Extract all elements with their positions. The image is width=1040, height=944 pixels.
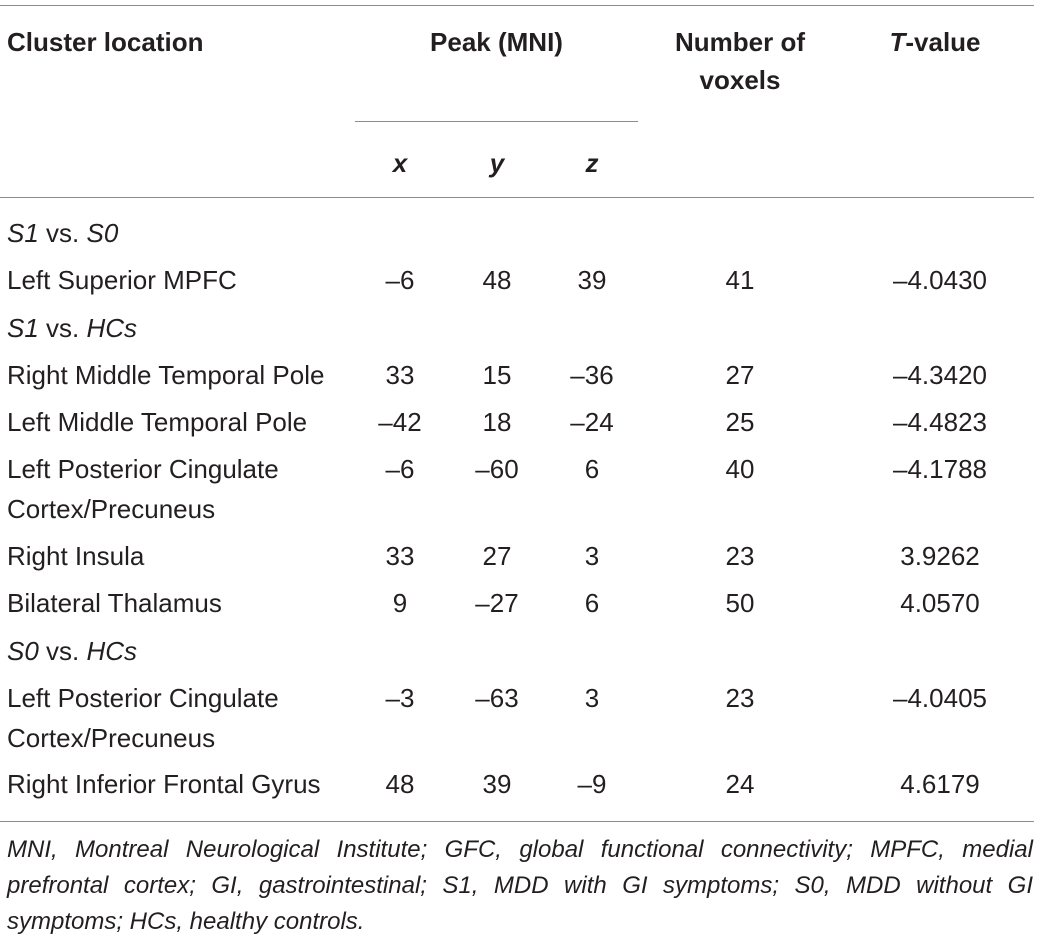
voxel-count: 25: [725, 407, 755, 437]
header-peak-mni: Peak (MNI): [430, 27, 563, 57]
cluster-location: Left Posterior Cingulate: [7, 683, 279, 713]
group-a: S1: [7, 218, 39, 248]
header-y: y: [489, 148, 505, 178]
group-a: S1: [7, 313, 39, 343]
peak-y: –63: [475, 683, 519, 713]
group-heading-s0-vs-hcs: [7, 631, 137, 671]
peak-x: 48: [385, 769, 415, 799]
header-number-line1: Number of: [675, 27, 805, 57]
t-value: –4.0430: [893, 265, 987, 295]
header-cluster-location: Cluster location: [7, 27, 204, 57]
t-value: –4.4823: [893, 407, 987, 437]
voxel-count: 41: [725, 265, 755, 295]
header-t-symbol: T: [889, 27, 906, 57]
table-bottom-rule: [0, 821, 1034, 822]
cluster-location: Right Middle Temporal Pole: [7, 360, 325, 390]
peak-y: 39: [482, 769, 512, 799]
header-number-of-voxels: [660, 23, 820, 99]
peak-y: –60: [475, 454, 519, 484]
peak-z: 3: [584, 541, 600, 571]
peak-z: 3: [584, 683, 600, 713]
group-vs: vs.: [38, 218, 87, 248]
peak-x: –42: [378, 407, 422, 437]
peak-z: –24: [570, 407, 614, 437]
peak-x: –6: [385, 454, 415, 484]
group-heading-s1-vs-hcs: [7, 308, 137, 348]
peak-x: 9: [392, 588, 408, 618]
voxel-count: 24: [725, 769, 755, 799]
cluster-location-line2: Cortex/Precuneus: [7, 723, 216, 753]
header-t-value: [860, 23, 1010, 61]
peak-x: 33: [385, 360, 415, 390]
peak-subheader-rule: [355, 121, 638, 122]
group-a: S0: [7, 636, 39, 666]
voxel-count: 23: [725, 541, 755, 571]
t-value: 4.0570: [900, 588, 980, 618]
peak-z: –9: [577, 769, 607, 799]
t-value: 3.9262: [900, 541, 980, 571]
header-number-line2: voxels: [699, 65, 781, 95]
header-z: z: [585, 148, 599, 178]
peak-y: 18: [482, 407, 512, 437]
voxel-count: 27: [725, 360, 755, 390]
peak-y: 48: [482, 265, 512, 295]
t-value: –4.0405: [893, 683, 987, 713]
table-top-rule: [0, 5, 1034, 6]
peak-y: –27: [475, 588, 519, 618]
t-value: 4.6179: [900, 769, 980, 799]
t-value: –4.3420: [893, 360, 987, 390]
group-vs: vs.: [38, 313, 87, 343]
peak-y: 27: [482, 541, 512, 571]
peak-x: –6: [385, 265, 415, 295]
cluster-location: Left Middle Temporal Pole: [7, 407, 308, 437]
cluster-location: Left Superior MPFC: [7, 265, 237, 295]
t-value: –4.1788: [893, 454, 987, 484]
cluster-location-line2: Cortex/Precuneus: [7, 494, 216, 524]
group-b: S0: [86, 218, 119, 248]
group-b: HCs: [86, 313, 138, 343]
table-footnote: MNI, Montreal Neurological Institute; GFC, global functional connectivity; MPFC, medial prefrontal cortex; GI, gastrointestinal; S1, MDD with GI symptoms; S0, MDD without GI symptoms; HCs, healthy controls.: [7, 836, 1033, 935]
group-heading-s1-vs-s0: [7, 213, 118, 253]
cluster-location: Right Insula: [7, 541, 145, 571]
cluster-location: Bilateral Thalamus: [7, 588, 222, 618]
group-vs: vs.: [38, 636, 87, 666]
peak-z: 6: [584, 588, 600, 618]
peak-x: 33: [385, 541, 415, 571]
peak-z: 39: [577, 265, 607, 295]
peak-x: –3: [385, 683, 415, 713]
group-b: HCs: [86, 636, 138, 666]
header-bottom-rule: [0, 197, 1034, 198]
header-x: x: [392, 148, 408, 178]
cluster-location: Left Posterior Cingulate: [7, 454, 279, 484]
voxel-count: 23: [725, 683, 755, 713]
voxel-count: 50: [725, 588, 755, 618]
peak-z: –36: [570, 360, 614, 390]
peak-z: 6: [584, 454, 600, 484]
cluster-location: Right Inferior Frontal Gyrus: [7, 769, 321, 799]
voxel-count: 40: [725, 454, 755, 484]
peak-y: 15: [482, 360, 512, 390]
header-t-suffix: -value: [905, 27, 981, 57]
